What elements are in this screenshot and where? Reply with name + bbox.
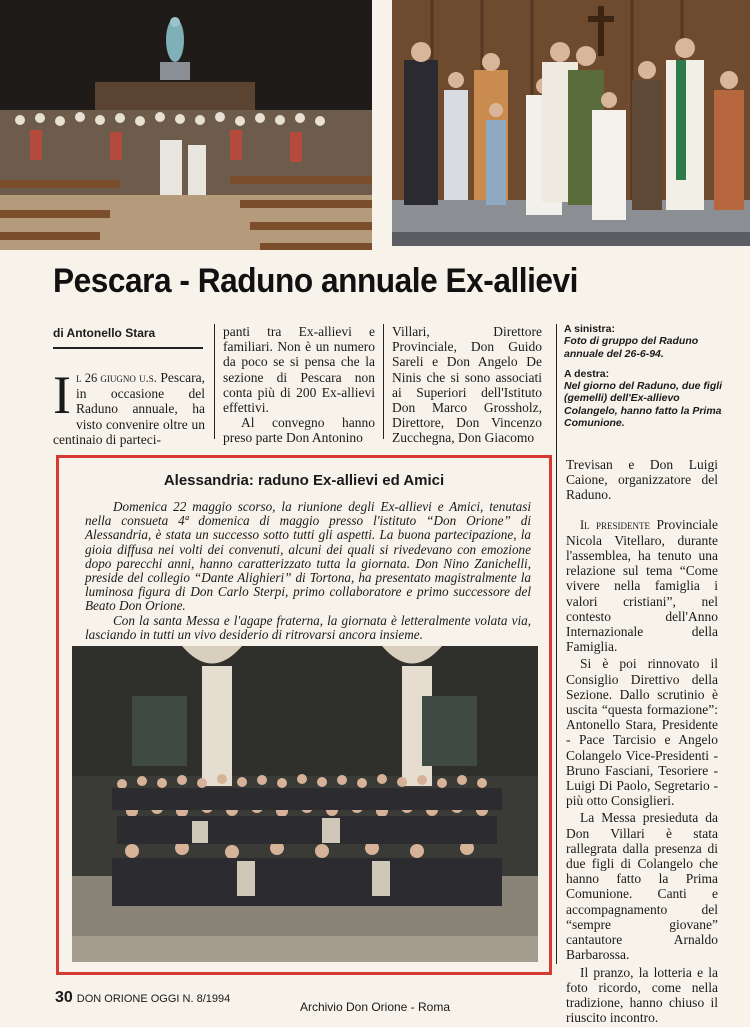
page-number: 30 (55, 989, 73, 1006)
right-paragraph-2 (566, 517, 718, 655)
right-smallcaps: Il presidente (580, 517, 650, 532)
lead-smallcaps: l 26 giugno u.s. (75, 371, 157, 385)
photo-captions (564, 323, 724, 429)
right-paragraph-1: Trevisan e Don Luigi Caione, organizzatore del Raduno. (566, 457, 718, 503)
column-3-paragraph: Villari, Direttore Provinciale, Don Guido Sareli e Don Angelo De Ninis che si sono associati ai Superiori dell'Istituto Don Marco Grossholz, Direttore, Don Vincenzo Zucchegna, Don Giacomo (392, 324, 542, 446)
article-column-3 (392, 324, 542, 446)
caption-right-text: Nel giorno del Raduno, due figli (gemelli) dell'Ex-allievo Colangelo, hanno fatto la Prima Comunione. (564, 380, 723, 430)
caption-left-text: Foto di gruppo del Raduno annuale del 26-6-94. (564, 335, 699, 360)
article-column-2 (223, 324, 375, 446)
church-group-photo (0, 0, 372, 250)
box-paragraph-2: Con la santa Messa e l'agape fraterna, la giornata è letteralmente volata via, lasciando in tutti un vivo desiderio di ritrovarsi ancora insieme. (85, 612, 531, 642)
box-body (85, 500, 531, 642)
column-2-paragraph-2: Al convegno hanno preso parte Don Antonino (223, 415, 375, 446)
caption-right-heading: A destra: (564, 367, 610, 380)
article-column-1 (53, 365, 205, 447)
column-2-paragraph-1: panti tra Ex-allievi e familiari. Non è un numero da poco se si pensa che la sezione di Pescara non conta più di 200 Ex-allievi effettivi. (223, 324, 375, 416)
byline-rule (53, 347, 203, 349)
lead-text: Pescara, in occasione del Raduno annuale, ha visto convenire oltre un centinaio di parteci- (53, 370, 205, 447)
first-communion-photo (392, 0, 750, 246)
alessandria-box (56, 455, 552, 975)
article-byline: di Antonello Stara (53, 326, 156, 340)
right-paragraph-2-text: Provinciale Nicola Vitellaro, durante l'assemblea, ha tenuto una relazione sul tema “Come vivere nella famiglia i valori cristiani”, nel contesto dell'Anno Internazionale della Famiglia. (566, 516, 718, 655)
archive-watermark: Archivio Don Orione - Roma (299, 1000, 451, 1014)
box-paragraph-1: Domenica 22 maggio scorso, la riunione degli Ex-allievi e Amici, tenutasi nella consueta 4ª domenica di maggio presso l'istituto “Don Orione” di Alessandria, è stata un successo sotto tutti gli aspetti. La buona partecipazione, la gioia diffusa nei volti dei convenuti, alcuni dei quali si rivedevano con emozione dopo parecchi anni, hanno caratterizzato tutta la giornata. Don Nino Zanichelli, preside del collegio “Dante Alighieri” di Tortona, ha presentato magistralmente la luminosa figura di Don Carlo Sterpi, primo collaboratore e primo successore del Beato Don Orione. (85, 499, 531, 614)
publication-name: DON ORIONE OGGI N. 8/1994 (76, 993, 231, 1005)
column-divider-1 (214, 324, 215, 439)
alessandria-group-photo (72, 646, 538, 962)
right-paragraph-3: Si è poi rinnovato il Consiglio Direttivo della Sezione. Dallo scrutinio è uscita “questa formazione”: Antonello Stara, Presidente - Pace Tarcisio e Angelo Colangelo Vice-Presidenti - Bruno Fasciani, Tesoriere - Luigi Di Paolo, Segretario - più otto Consiglieri. (566, 656, 718, 809)
box-title: Alessandria: raduno Ex-allievi ed Amici (163, 472, 445, 489)
right-paragraph-4: La Messa presieduta da Don Villari è stata rallegrata dalla presenza di due figli di Colangelo che hanno fatto la Prima Comunione. Canti e accompagnamento del “sempre giovane” cantautore Arnaldo Barbarossa. (566, 810, 718, 963)
right-paragraph-5: Il pranzo, la lotteria e la foto ricordo, come nella tradizione, hanno chiuso il riuscito incontro. (566, 964, 718, 1026)
lead-paragraph (53, 365, 205, 447)
column-divider-3 (556, 324, 557, 964)
column-divider-2 (383, 324, 384, 439)
caption-left-heading: A sinistra: (564, 323, 615, 335)
article-column-right (566, 457, 718, 1027)
dropcap: I (53, 365, 71, 425)
article-headline: Pescara - Raduno annuale Ex-allievi (53, 262, 578, 300)
